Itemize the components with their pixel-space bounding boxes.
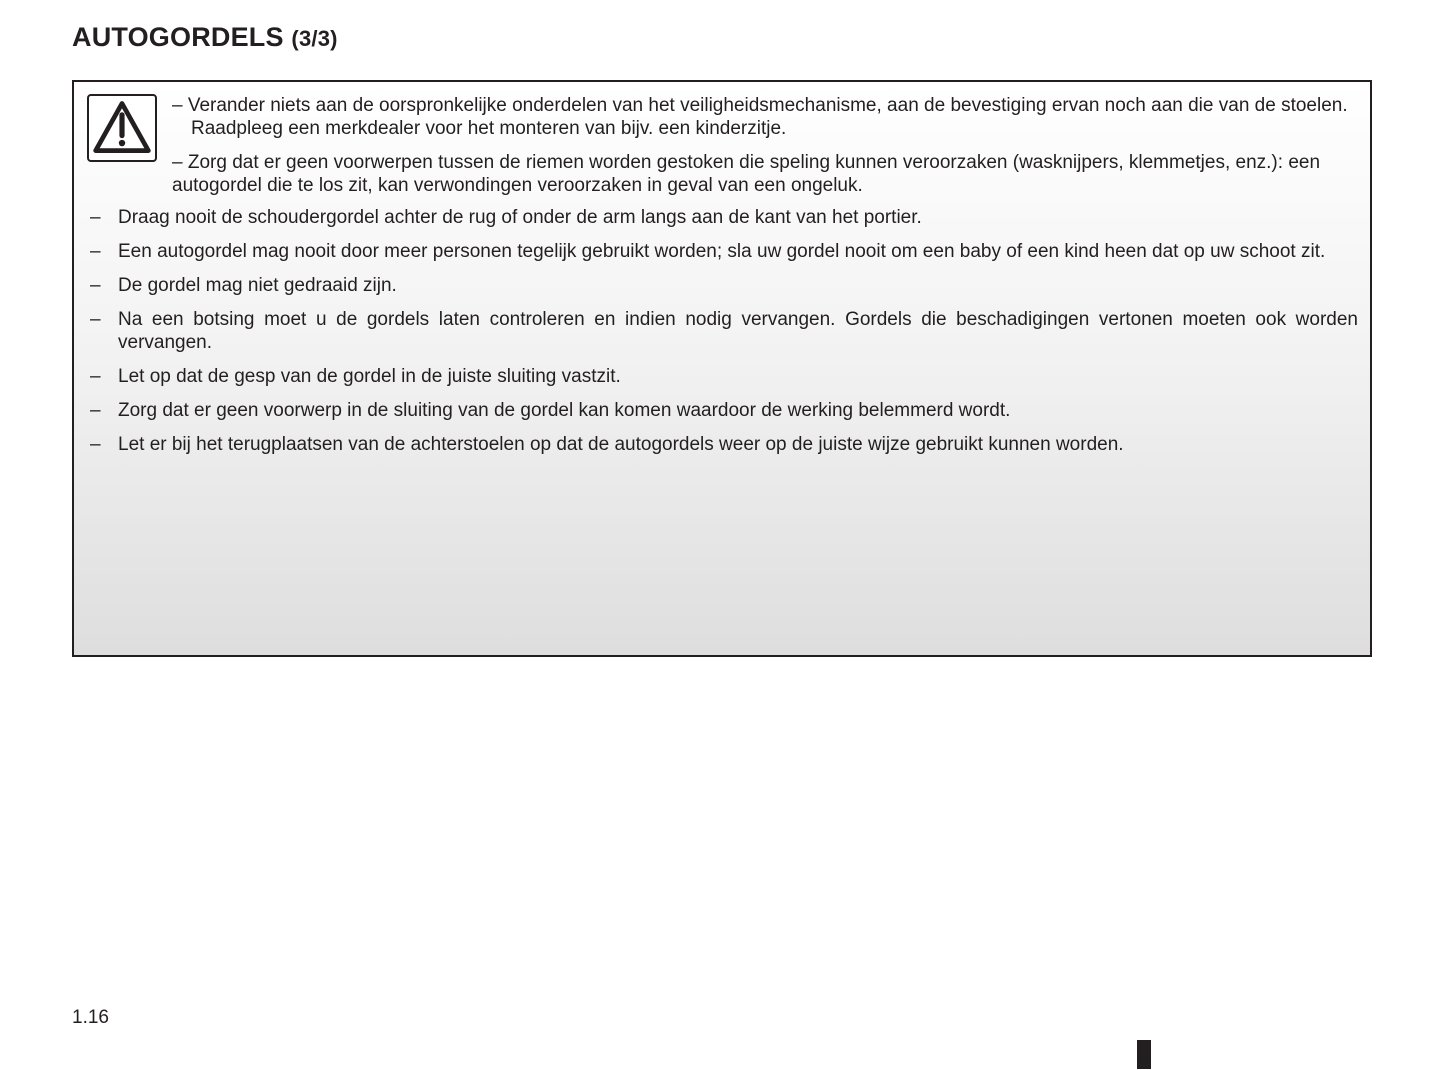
list-dash: – <box>90 275 101 296</box>
list-dash: – <box>90 400 101 421</box>
warning-box <box>72 80 1372 657</box>
list-dash: – <box>90 207 101 228</box>
list-item-text: Let er bij het terugplaatsen van de achterstoelen op dat de autogordels weer op de juiste wijze gebruikt kunnen worden. <box>118 434 1124 455</box>
list-dash: – <box>90 309 101 330</box>
warning-list <box>90 206 1358 467</box>
list-item-text: Zorg dat er geen voorwerp in de sluiting van de gordel kan komen waardoor de werking belemmerd wordt. <box>118 400 1011 421</box>
warning-triangle-icon <box>87 94 157 162</box>
list-dash: – <box>90 241 101 262</box>
warning-intro <box>172 94 1358 208</box>
list-dash: – <box>90 434 101 455</box>
list-item <box>90 308 1358 354</box>
list-dash: – <box>90 366 101 387</box>
warning-intro-item: – Zorg dat er geen voorwerpen tussen de riemen worden gestoken die speling kunnen veroorzaken (wasknijpers, klemmetjes, enz.): een autogordel die te los zit, kan verwondingen veroorzaken in geval van een ongeluk. <box>172 152 1321 196</box>
list-item-text: Na een botsing moet u de gordels laten controleren en indien nodig vervangen. Gordels die beschadigingen vertonen moeten ook worden vervangen. <box>118 309 1358 353</box>
list-item <box>90 433 1358 456</box>
list-item <box>90 365 1358 388</box>
list-item-text: Een autogordel mag nooit door meer personen tegelijk gebruikt worden; sla uw gordel nooit om een baby of een kind heen dat op uw schoot zit. <box>118 241 1326 262</box>
page-title-part: (3/3) <box>291 26 338 51</box>
list-item <box>90 206 1358 229</box>
list-item-text: Draag nooit de schoudergordel achter de rug of onder de arm langs aan de kant van het portier. <box>118 207 922 228</box>
page-title-text: AUTOGORDELS <box>72 22 284 52</box>
list-item <box>90 274 1358 297</box>
page-title <box>72 22 338 53</box>
list-item-text: Let op dat de gesp van de gordel in de juiste sluiting vastzit. <box>118 366 621 387</box>
page-number: 1.16 <box>72 1007 109 1028</box>
list-item <box>90 399 1358 422</box>
list-item-text: De gordel mag niet gedraaid zijn. <box>118 275 397 296</box>
list-item <box>90 240 1358 263</box>
page-marker <box>1137 1040 1151 1069</box>
warning-intro-item: – Verander niets aan de oorspronkelijke onderdelen van het veiligheidsmechanisme, aan de bevestiging ervan noch aan die van de stoelen. Raadpleeg een merkdealer voor het monteren van bijv. een kinderzitje. <box>172 95 1348 139</box>
